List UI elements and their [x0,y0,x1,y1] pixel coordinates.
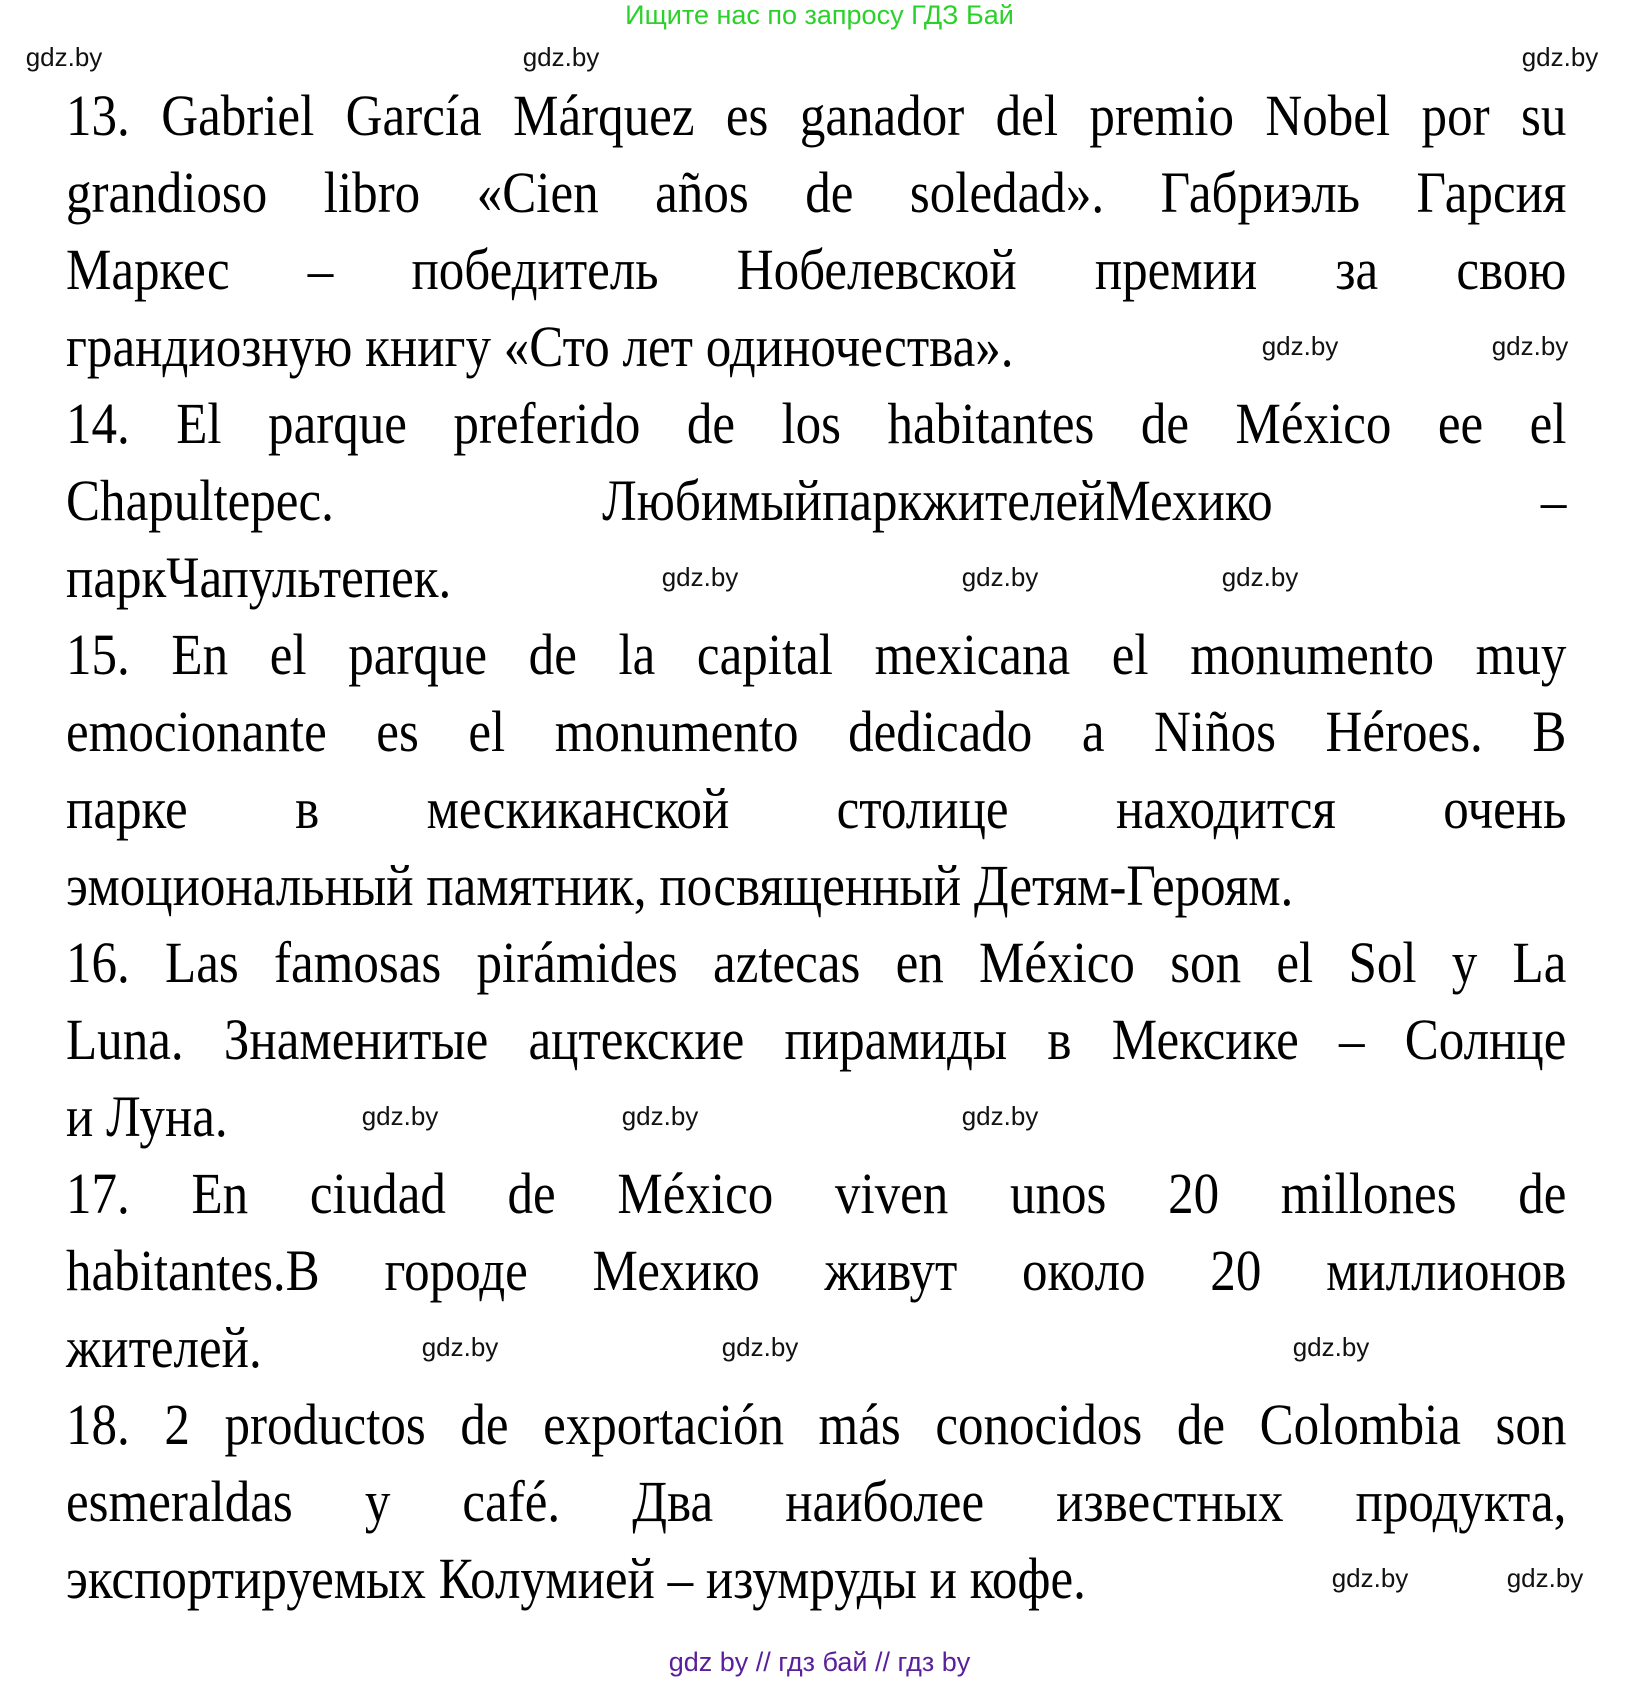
watermark: gdz.by [1221,562,1299,592]
watermark: gdz.by [1521,42,1599,72]
text-line: Luna. Знаменитые ацтекские пирамиды в Мексике – Солнце [66,1007,1567,1072]
paragraph-13 [66,77,1639,385]
watermark: gdz.by [961,562,1039,592]
text-line: 13. Gabriel García Márquez es ganador del premio Nobel por su [66,83,1567,148]
text-line: habitantes.В городе Мехико живут около 20 миллионов [66,1238,1567,1303]
text-line: 15. En el parque de la capital mexicana el monumento muy [66,622,1567,687]
watermark: gdz.by [522,42,600,72]
text-line: 17. En ciudad de México viven unos 20 millones de [66,1161,1567,1226]
bottom-banner: gdz by // гдз бай // гдз by [668,1647,971,1677]
top-banner: Ищите нас по запросу ГДЗ Бай [625,0,1014,30]
watermark: gdz.by [1491,331,1569,361]
paragraph-17 [66,1155,1639,1386]
text-line: грандиозную книгу «Сто лет одиночества». [66,314,1014,379]
watermark: gdz.by [1292,1332,1370,1362]
watermark: gdz.by [1506,1563,1584,1593]
text-line: Маркес – победитель Нобелевской премии за свою [66,237,1567,302]
watermark: gdz.by [361,1101,439,1131]
watermark: gdz.by [1331,1563,1409,1593]
text-line: эмоциональный памятник, посвященный Детям-Героям. [66,853,1294,918]
text-line: жителей. [66,1315,262,1380]
paragraph-14 [66,385,1639,616]
watermark: gdz.by [1261,331,1339,361]
paragraph-15 [66,616,1639,924]
answers-text [66,77,1639,1617]
text-line: паркЧапультепек. [66,545,452,610]
watermark: gdz.by [661,562,739,592]
text-line: 16. Las famosas pirámides aztecas en México son el Sol y La [66,930,1567,995]
text-line: Chapultepec. ЛюбимыйпаркжителейМехико – [66,468,1567,533]
watermark: gdz.by [721,1332,799,1362]
watermark: gdz.by [961,1101,1039,1131]
text-line: парке в мескиканской столице находится очень [66,776,1567,841]
paragraph-16 [66,924,1639,1155]
text-line: и Луна. [66,1084,228,1149]
text-line: esmeraldas y café. Два наиболее известных продукта, [66,1469,1567,1534]
text-line: 18. 2 productos de exportación más conocidos de Colombia son [66,1392,1567,1457]
text-line: экспортируемых Колумией – изумруды и кофе. [66,1546,1086,1611]
text-line: grandioso libro «Cien años de soledad». Габриэль Гарсия [66,160,1567,225]
watermark: gdz.by [421,1332,499,1362]
watermark: gdz.by [621,1101,699,1131]
watermark: gdz.by [25,42,103,72]
text-line: emocionante es el monumento dedicado a Niños Héroes. В [66,699,1567,764]
text-line: 14. El parque preferido de los habitantes de México ee el [66,391,1567,456]
